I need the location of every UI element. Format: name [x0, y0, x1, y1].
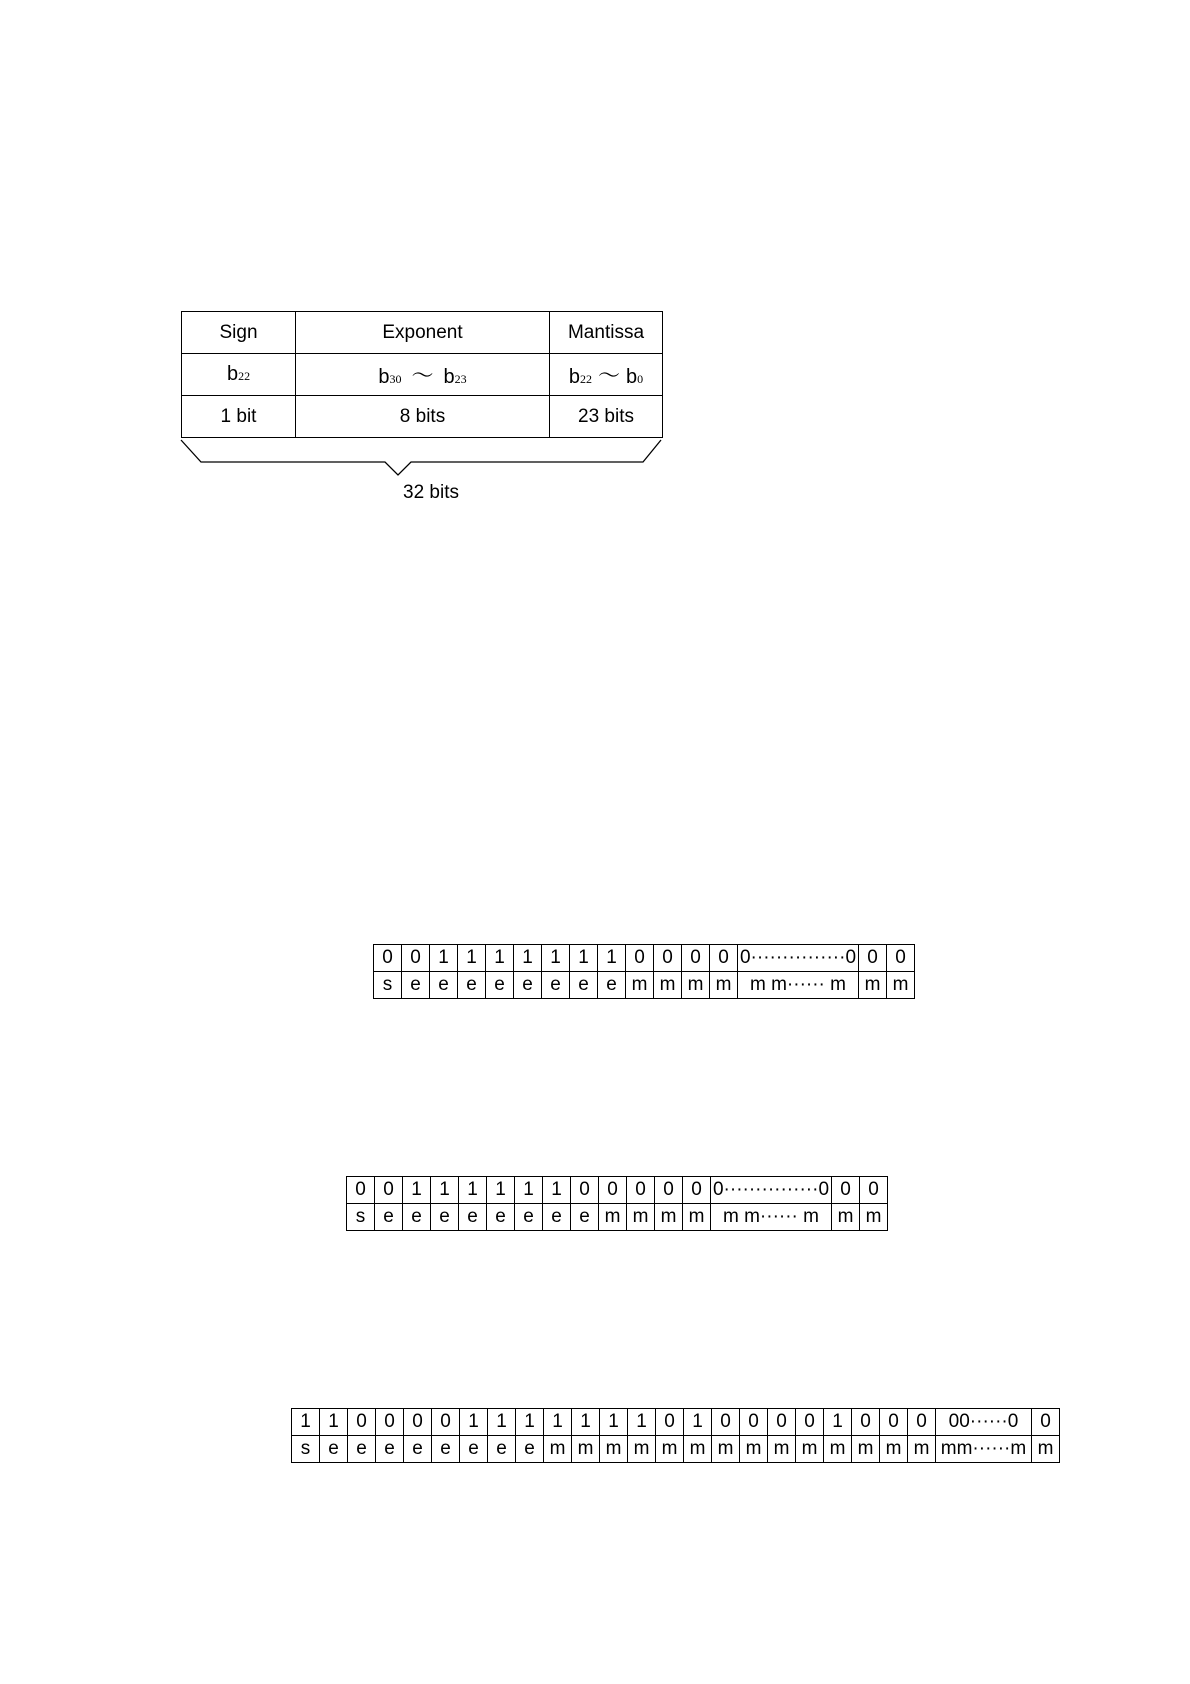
bit-label-cell: e	[460, 1436, 488, 1463]
bit-value-cell: 0	[376, 1409, 404, 1436]
bit-labels-row	[292, 1436, 1060, 1463]
bit-label-cell: s	[374, 972, 402, 999]
bit-label-cell: e	[458, 972, 486, 999]
bit-values-row	[347, 1177, 888, 1204]
bit-value-cell: 1	[430, 945, 458, 972]
bit-label-cell: e	[404, 1436, 432, 1463]
mantissa-bit-end-index: 0	[637, 372, 644, 386]
bit-label-cell: e	[487, 1204, 515, 1231]
mantissa-bit-end-letter: b	[626, 366, 638, 388]
bit-value-cell: 0	[832, 1177, 860, 1204]
bit-value-cell: 0	[908, 1409, 936, 1436]
bit-value-cell: 0	[887, 945, 915, 972]
bit-value-cell: 1	[292, 1409, 320, 1436]
bit-value-cell: 0	[432, 1409, 460, 1436]
sign-bit-index: 22	[238, 369, 251, 383]
bit-value-cell: 1	[543, 1177, 571, 1204]
bit-label-cell: m m······ m	[738, 972, 859, 999]
bit-value-cell: 1	[684, 1409, 712, 1436]
exponent-bit-end-letter: b	[443, 366, 455, 388]
bit-value-cell: 1	[458, 945, 486, 972]
mantissa-bit-start-letter: b	[568, 366, 580, 388]
bit-value-cell: 1	[431, 1177, 459, 1204]
bit-label-cell: e	[459, 1204, 487, 1231]
bit-label-cell: e	[515, 1204, 543, 1231]
bit-value-cell: 1	[598, 945, 626, 972]
bit-pattern-table-3	[291, 1408, 1060, 1463]
bit-label-cell: m	[626, 972, 654, 999]
bit-value-cell: 0	[768, 1409, 796, 1436]
bit-label-cell: m	[599, 1204, 627, 1231]
bit-label-cell: e	[376, 1436, 404, 1463]
bit-value-cell: 1	[824, 1409, 852, 1436]
bit-label-cell: e	[403, 1204, 431, 1231]
bit-label-cell: e	[486, 972, 514, 999]
exponent-width: 8 bits	[296, 396, 550, 438]
bit-label-cell: m	[768, 1436, 796, 1463]
bit-label-cell: m	[655, 1204, 683, 1231]
bit-value-cell: 0	[682, 945, 710, 972]
bit-label-cell: m	[832, 1204, 860, 1231]
mantissa-bit-start-index: 22	[579, 372, 592, 386]
bit-width-row	[182, 396, 663, 438]
bit-value-cell: 0	[655, 1177, 683, 1204]
bit-value-cell: 0	[375, 1177, 403, 1204]
bit-label-cell: m	[824, 1436, 852, 1463]
bit-value-cell: 1	[460, 1409, 488, 1436]
bit-label-cell: e	[516, 1436, 544, 1463]
bit-value-cell: 0	[599, 1177, 627, 1204]
bit-value-cell: 1	[403, 1177, 431, 1204]
bit-value-cell: 0	[860, 1177, 888, 1204]
bit-value-cell: 0···············0	[711, 1177, 832, 1204]
bit-label-cell: e	[430, 972, 458, 999]
total-bits-brace	[181, 440, 663, 480]
bit-labels-row	[347, 1204, 888, 1231]
bit-values-row	[292, 1409, 1060, 1436]
bit-value-cell: 1	[487, 1177, 515, 1204]
bit-label-cell: m	[740, 1436, 768, 1463]
bit-label-cell: m	[887, 972, 915, 999]
bit-value-cell: 0	[852, 1409, 880, 1436]
sign-header: Sign	[182, 312, 296, 354]
bit-value-cell: 00······0	[936, 1409, 1032, 1436]
bit-value-cell: 0	[880, 1409, 908, 1436]
bit-label-cell: s	[292, 1436, 320, 1463]
bit-label-cell: e	[432, 1436, 460, 1463]
bit-label-cell: m	[544, 1436, 572, 1463]
bit-value-cell: 0	[740, 1409, 768, 1436]
bit-label-cell: m	[684, 1436, 712, 1463]
exponent-header: Exponent	[296, 312, 550, 354]
bit-label-cell: e	[570, 972, 598, 999]
bit-label-cell: e	[543, 1204, 571, 1231]
bit-label-cell: m	[880, 1436, 908, 1463]
bit-value-cell: 0	[1032, 1409, 1060, 1436]
bit-value-cell: 0	[404, 1409, 432, 1436]
mantissa-header: Mantissa	[550, 312, 663, 354]
sign-bit-letter: b	[226, 363, 239, 385]
bit-value-cell: 0	[347, 1177, 375, 1204]
bit-label-cell: m	[628, 1436, 656, 1463]
bit-value-cell: 1	[572, 1409, 600, 1436]
exponent-bit-start-letter: b	[378, 366, 390, 388]
bit-value-cell: 1	[486, 945, 514, 972]
bit-label-cell: e	[514, 972, 542, 999]
bit-label-cell: m	[572, 1436, 600, 1463]
bit-value-cell: 0	[683, 1177, 711, 1204]
bit-label-cell: m m······ m	[711, 1204, 832, 1231]
bit-label-cell: m	[860, 1204, 888, 1231]
header-row	[182, 312, 663, 354]
bit-value-cell: 0	[710, 945, 738, 972]
bit-label-cell: m	[683, 1204, 711, 1231]
bit-label-cell: e	[571, 1204, 599, 1231]
bit-value-cell: 1	[542, 945, 570, 972]
bit-value-cell: 1	[459, 1177, 487, 1204]
bit-label-cell: e	[375, 1204, 403, 1231]
bit-label-cell: mm······m	[936, 1436, 1032, 1463]
bit-value-cell: 1	[515, 1177, 543, 1204]
bit-value-cell: 0	[402, 945, 430, 972]
bit-label-cell: m	[852, 1436, 880, 1463]
bit-value-cell: 1	[570, 945, 598, 972]
bit-pattern-table-2	[346, 1176, 888, 1231]
bit-pattern-table-1	[373, 944, 915, 999]
sign-bit-range	[182, 354, 296, 396]
bit-label-cell: m	[712, 1436, 740, 1463]
mantissa-bit-range	[550, 354, 663, 396]
sign-width: 1 bit	[182, 396, 296, 438]
bit-label-cell: e	[320, 1436, 348, 1463]
bit-value-cell: 1	[516, 1409, 544, 1436]
bit-value-cell: 0	[796, 1409, 824, 1436]
bit-value-cell: 0	[654, 945, 682, 972]
bit-value-cell: 0	[626, 945, 654, 972]
mantissa-width: 23 bits	[550, 396, 663, 438]
bit-value-cell: 1	[488, 1409, 516, 1436]
total-bits-label: 32 bits	[403, 482, 459, 503]
bit-label-cell: m	[656, 1436, 684, 1463]
bit-label-cell: m	[600, 1436, 628, 1463]
bit-label-cell: m	[682, 972, 710, 999]
bit-label-cell: m	[627, 1204, 655, 1231]
bit-value-cell: 1	[544, 1409, 572, 1436]
bit-value-cell: 1	[514, 945, 542, 972]
bit-label-cell: m	[796, 1436, 824, 1463]
bit-value-cell: 0···············0	[738, 945, 859, 972]
bit-value-cell: 1	[320, 1409, 348, 1436]
bit-label-cell: e	[402, 972, 430, 999]
bit-value-cell: 0	[656, 1409, 684, 1436]
bit-label-cell: e	[348, 1436, 376, 1463]
bit-label-cell: e	[598, 972, 626, 999]
bit-label-cell: m	[908, 1436, 936, 1463]
bit-value-cell: 0	[571, 1177, 599, 1204]
exponent-bit-end-index: 23	[454, 372, 467, 386]
bit-values-row	[374, 945, 915, 972]
bit-range-row	[182, 354, 663, 396]
bit-label-cell: s	[347, 1204, 375, 1231]
bit-value-cell: 1	[600, 1409, 628, 1436]
bit-label-cell: e	[542, 972, 570, 999]
bit-value-cell: 0	[859, 945, 887, 972]
mantissa-range-tilde: ～	[597, 363, 620, 388]
bit-label-cell: m	[859, 972, 887, 999]
bit-label-cell: m	[654, 972, 682, 999]
bit-label-cell: m	[1032, 1436, 1060, 1463]
bit-value-cell: 1	[628, 1409, 656, 1436]
exponent-range-tilde: ～	[411, 363, 434, 388]
bit-value-cell: 0	[374, 945, 402, 972]
bit-label-cell: e	[488, 1436, 516, 1463]
bit-value-cell: 0	[712, 1409, 740, 1436]
exponent-bit-start-index: 30	[389, 372, 402, 386]
bit-value-cell: 0	[627, 1177, 655, 1204]
bit-label-cell: e	[431, 1204, 459, 1231]
exponent-bit-range	[296, 354, 550, 396]
bit-value-cell: 0	[348, 1409, 376, 1436]
float-format-table	[181, 311, 663, 438]
bit-label-cell: m	[710, 972, 738, 999]
bit-labels-row	[374, 972, 915, 999]
